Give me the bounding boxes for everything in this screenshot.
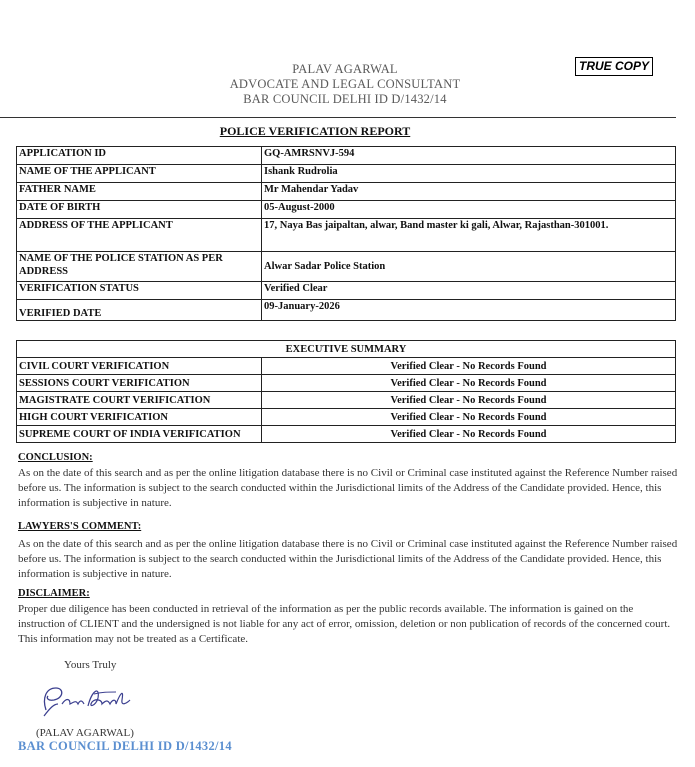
- disclaimer-text: Proper due diligence has been conducted in retrieval of the information as per the public records available. The information is gained on the instruction of CLIENT and the undersigned is not liable for any act of error, omission, deletion or non publication of records of the concerned court. This information may not be treated as a Certificate.: [18, 603, 671, 645]
- true-copy-stamp: TRUE COPY: [575, 57, 653, 76]
- detail-label: VERIFIED DATE: [17, 300, 262, 321]
- table-row: [17, 392, 676, 409]
- table-row: [17, 358, 676, 375]
- detail-label: APPLICATION ID: [17, 147, 262, 165]
- footer-bar-id: BAR COUNCIL DELHI ID D/1432/14: [18, 739, 232, 753]
- court-result: Verified Clear - No Records Found: [262, 426, 676, 443]
- conclusion-section: [18, 450, 678, 511]
- court-result: Verified Clear - No Records Found: [262, 409, 676, 426]
- table-row: [17, 426, 676, 443]
- detail-value: GQ-AMRSNVJ-594: [262, 147, 676, 165]
- lawyers-comment-text: As on the date of this search and as per the online litigation database there is no Civil or Criminal case instituted against the Reference Number raised before us. The information is subject to the search conducted within the Jurisdictional limits of the Address of the Candidate provided. Hence, this information is subjective in nature.: [18, 538, 678, 580]
- table-row: [17, 252, 676, 282]
- disclaimer-section: [18, 586, 678, 647]
- signatory-name: (PALAV AGARWAL): [36, 727, 134, 739]
- detail-value: Ishank Rudrolia: [262, 165, 676, 183]
- advocate-bar-id: BAR COUNCIL DELHI ID D/1432/14: [243, 92, 447, 106]
- conclusion-heading: CONCLUSION:: [18, 452, 93, 463]
- court-result: Verified Clear - No Records Found: [262, 392, 676, 409]
- executive-summary-table: [16, 340, 676, 443]
- detail-label: NAME OF THE APPLICANT: [17, 165, 262, 183]
- detail-label: VERIFICATION STATUS: [17, 282, 262, 300]
- lawyers-comment-heading: LAWYERS'S COMMENT:: [18, 521, 142, 532]
- table-row: [17, 147, 676, 165]
- table-row: [17, 282, 676, 300]
- court-result: Verified Clear - No Records Found: [262, 358, 676, 375]
- detail-value: 17, Naya Bas jaipaltan, alwar, Band master ki gali, Alwar, Rajasthan-301001.: [262, 219, 676, 252]
- court-name: SESSIONS COURT VERIFICATION: [17, 375, 262, 392]
- detail-label: ADDRESS OF THE APPLICANT: [17, 219, 262, 252]
- court-name: MAGISTRATE COURT VERIFICATION: [17, 392, 262, 409]
- detail-label: FATHER NAME: [17, 183, 262, 201]
- court-name: HIGH COURT VERIFICATION: [17, 409, 262, 426]
- detail-value: 05-August-2000: [262, 201, 676, 219]
- detail-value: Mr Mahendar Yadav: [262, 183, 676, 201]
- detail-value: 09-January-2026: [262, 300, 676, 321]
- court-name: CIVIL COURT VERIFICATION: [17, 358, 262, 375]
- detail-value: Alwar Sadar Police Station: [262, 252, 676, 282]
- signature-image: [36, 680, 136, 722]
- applicant-details-table: [16, 146, 676, 321]
- table-row: [17, 183, 676, 201]
- report-title: POLICE VERIFICATION REPORT: [219, 124, 411, 138]
- table-row: [17, 300, 676, 321]
- header-divider: [0, 117, 676, 118]
- detail-label: NAME OF THE POLICE STATION AS PER ADDRESS: [17, 252, 262, 282]
- table-header-row: [17, 341, 676, 358]
- executive-summary-title: EXECUTIVE SUMMARY: [17, 341, 676, 358]
- table-row: [17, 201, 676, 219]
- table-row: [17, 219, 676, 252]
- yours-truly: Yours Truly: [64, 659, 117, 671]
- table-row: [17, 375, 676, 392]
- court-name: SUPREME COURT OF INDIA VERIFICATION: [17, 426, 262, 443]
- table-row: [17, 165, 676, 183]
- advocate-name: PALAV AGARWAL: [292, 62, 398, 76]
- court-result: Verified Clear - No Records Found: [262, 375, 676, 392]
- conclusion-text: As on the date of this search and as per the online litigation database there is no Civil or Criminal case instituted against the Reference Number raised before us. The information is subject to the search conducted within the Jurisdictional limits of the Address of the Candidate provided. Hence, this information is subjective in nature.: [18, 467, 678, 509]
- detail-value: Verified Clear: [262, 282, 676, 300]
- lawyers-comment-section: [18, 519, 678, 582]
- advocate-designation: ADVOCATE AND LEGAL CONSULTANT: [229, 77, 461, 91]
- disclaimer-heading: DISCLAIMER:: [18, 588, 90, 599]
- detail-label: DATE OF BIRTH: [17, 201, 262, 219]
- table-row: [17, 409, 676, 426]
